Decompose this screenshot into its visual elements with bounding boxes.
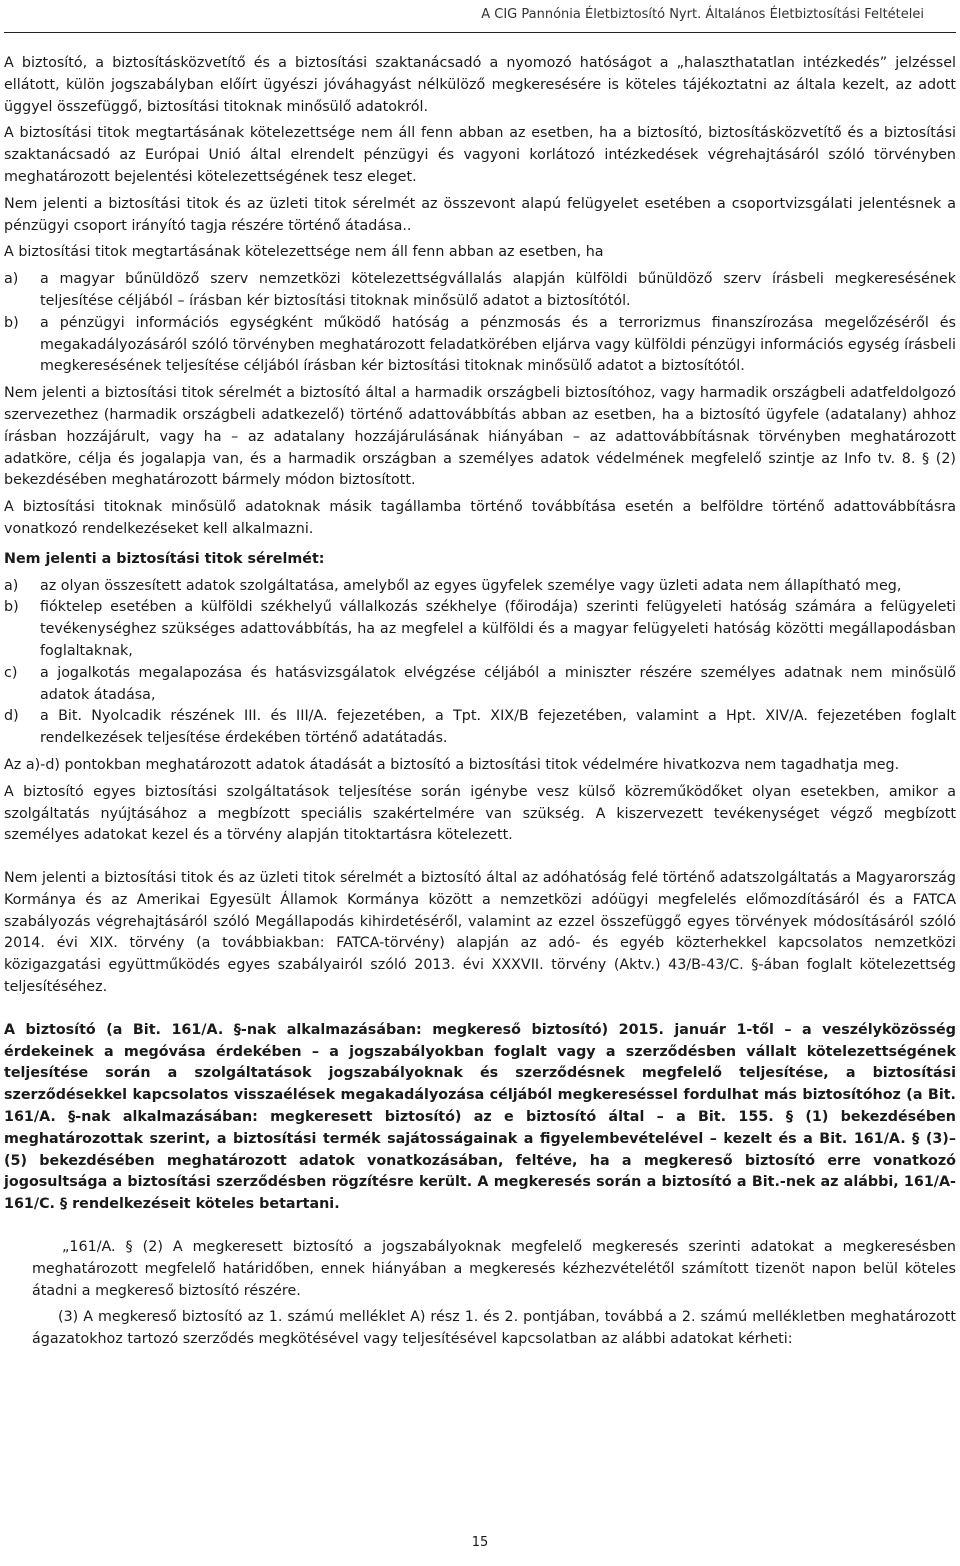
list-item xyxy=(4,576,956,598)
paragraph-refusal: Az a)-d) pontokban meghatározott adatok átadását a biztosító a biztosítási titok védelmére hivatkozva nem tagadhatja meg. xyxy=(4,756,900,773)
list-marker: b) xyxy=(4,599,19,616)
list-marker: c) xyxy=(4,664,18,681)
paragraph-inquiry-rules: A biztosító (a Bit. 161/A. §-nak alkalmazásában: megkereső biztosító) 2015. január 1-től – a veszélyközösség érdekeinek a megóvása érdekében – a jogszabályokban foglalt vagy a szerződésben vállalt kötelezettségének teljesítése során a szolgáltatások jogszabályoknak és szerződésnek megfelelő teljesítése, a biztosítási szerződésekkel kapcsolatos visszaélések megakadályozása céljából megkereséssel fordulhat más biztosítóhoz (a Bit. 161/A. §-nak alkalmazásában: megkeresett biztosító) az e biztosító által – a Bit. 155. § (1) bekezdésében meghatározottak szerint, a biztosítási termék sajátosságainak a figyelembevételével – kezelt és a Bit. 161/A. § (3)–(5) bekezdésében meghatározott adatok vonatkozásában, feltéve, ha a megkereső biztosító erre vonatkozó jogosultsága a biztosítási szerződésben rögzítésre került. A megkeresés során a biztosító a Bit.-nek az alábbi, 161/A-161/C. § rendelkezéseit köteles betartani. xyxy=(4,1021,956,1213)
list-item xyxy=(4,313,956,378)
list-item xyxy=(4,269,956,313)
quote-paragraph-3: (3) A megkereső biztosító az 1. számú melléklet A) rész 1. és 2. pontjában, továbbá a 2. számú mellékletben meghatározott ágazatokhoz tartozó szerződés megkötésével vagy teljesítésével kapcsolatban az alábbi adatokat kérheti: xyxy=(32,1309,956,1348)
list-item-text: a Bit. Nyolcadik részének III. és III/A. fejezetében, a Tpt. XIX/B fejezetében, valamint a Hpt. XIV/A. fejezetében foglalt rendelkezések teljesítése érdekében történő adatátadás. xyxy=(40,708,956,747)
paragraph-outsourcing: A biztosító egyes biztosítási szolgáltatások teljesítése során igénybe vesz külső közreműködőket olyan esetekben, amikor a szolgáltatás nyújtásához a megbízott speciális szakértelmére van szükség. A kiszervezett tevékenységet végző megbízott személyes adatokat kezel és a törvény alapján titoktartásra kötelezett. xyxy=(4,783,956,844)
list-item xyxy=(4,706,956,750)
running-header: A CIG Pannónia Életbiztosító Nyrt. Általános Életbiztosítási Feltételei xyxy=(4,0,956,33)
page-number: 15 xyxy=(471,1535,489,1551)
list-item-text: a jogalkotás megalapozása és hatásvizsgálatok elvégzése céljából a miniszter részére személyes adatnak nem minősülő adatok átadása, xyxy=(40,664,956,703)
list-marker: a) xyxy=(4,271,19,288)
no-breach-list xyxy=(4,576,956,750)
section-heading: Nem jelenti a biztosítási titok sérelmét: xyxy=(4,550,325,567)
list-marker: a) xyxy=(4,577,19,594)
paragraph-member-state-transfer: A biztosítási titoknak minősülő adatoknak másik tagállamba történő továbbítása esetén a belföldre történő adattovábbításra vonatkozó rendelkezéseket kell alkalmazni. xyxy=(4,499,956,537)
list-item xyxy=(4,663,956,707)
list-marker: d) xyxy=(4,708,19,725)
list-item-text: az olyan összesített adatok szolgáltatása, amelyből az egyes ügyfelek személye vagy üzleti adata nem állapítható meg, xyxy=(40,577,902,594)
quote-paragraph-2: „161/A. § (2) A megkeresett biztosító a jogszabályoknak megfelelő megkeresés szerinti adatokat a megkeresésben meghatározott megfelelő határidőben, ennek hiányában a megkeresés kézhezvételétől számított tizenöt napon belül köteles átadni a megkereső biztosító részére. xyxy=(32,1239,956,1299)
list-item-text: fióktelep esetében a külföldi székhelyű vállalkozás székhelye (főirodája) szerinti felügyeleti hatóság számára a felügyeleti tevékenységhez szükséges adattovábbítás, ha az megfelel a külföldi és a magyar felügyeleti hatóság közötti megállapodásban foglaltaknak, xyxy=(40,599,956,659)
quoted-law-text xyxy=(4,1237,956,1351)
paragraph-third-country-transfer: Nem jelenti a biztosítási titok sérelmét a biztosító által a harmadik országbeli biztosítóhoz, vagy harmadik országbeli adatfeldolgozó szervezethez (harmadik országbeli adatkezelő) történő adattovábbítás abban az esetben, ha a biztosító ügyfele (adatalany) ahhoz írásban hozzájárult, vagy ha – az adatalany hozzájárulásának hiányában – az adattovábbításnak törvényben meghatározott adatköre, célja és jogalapja van, és a harmadik országban a személyes adatok védelmének megfelelő szintje az Info tv. 8. § (2) bekezdésében meghatározott bármely módon biztosított. xyxy=(4,385,956,489)
document-body xyxy=(4,33,956,1351)
paragraph-secrecy-exceptions-intro: A biztosítási titok megtartásának kötelezettsége nem áll fenn abban az esetben, ha xyxy=(4,244,604,261)
paragraph-eu-sanctions: A biztosítási titok megtartásának kötelezettsége nem áll fenn abban az esetben, ha a biztosító, biztosításközvetítő és a biztosítási szaktanácsadó az Európai Unió által elrendelt pénzügyi és vagyoni korlátozó intézkedések végrehajtásáról szóló törvényben meghatározott bejelentési kötelezettségének tesz eleget. xyxy=(4,125,956,185)
secrecy-exceptions-list xyxy=(4,269,956,378)
list-item xyxy=(4,597,956,662)
list-item-text: a pénzügyi információs egységként működő hatóság a pénzmosás és a terrorizmus finanszírozása megelőzéséről és megakadályozásáról szóló törvényben meghatározott feladatkörében eljárva vagy külföldi pénzügyi információs egység írásbeli megkeresésének teljesítése céljából írásban kér biztosítási titoknak minősülő adatot a biztosítótól. xyxy=(40,314,956,375)
paragraph-consolidated-supervision: Nem jelenti a biztosítási titok és az üzleti titok sérelmét az összevont alapú felügyelet esetében a csoportvizsgálati jelentésnek a pénzügyi csoport irányító tagja részére történő átadása.. xyxy=(4,195,956,234)
paragraph-fatca: Nem jelenti a biztosítási titok és az üzleti titok sérelmét a biztosító által az adóhatóság felé történő adatszolgáltatás a Magyarország Kormánya és az Amerikai Egyesült Államok Kormánya között a nemzetközi adóügyi megfelelés előmozdításáról és a FATCA szabályozás végrehajtásáról szóló Megállapodás kihirdetéséről, valamint az ezzel összefüggő egyes törvények módosításáról szóló 2014. évi XIX. törvény (a továbbiakban: FATCA-törvény) alapján az adó- és egyéb közterhekkel kapcsolatos nemzetközi közigazgatási együttműködés egyes szabályairól szóló 2013. évi XXXVII. törvény (Aktv.) 43/B-43/C. §-ában foglalt kötelezettség teljesítéséhez. xyxy=(4,870,956,996)
list-item-text: a magyar bűnüldöző szerv nemzetközi kötelezettségvállalás alapján külföldi bűnüldöző szerv írásbeli megkeresésének teljesítése céljából – írásban kér biztosítási titoknak minősülő adatot a biztosítótól. xyxy=(40,271,956,309)
list-marker: b) xyxy=(4,314,19,331)
paragraph-investigative-authority: A biztosító, a biztosításközvetítő és a biztosítási szaktanácsadó a nyomozó hatóságot a „halaszthatatlan intézkedés” jelzéssel ellátott, külön jogszabályban előírt ügyészi jóváhagyást nélkülöző megkeresésére is köteles tájékoztatni az általa kezelt, az adott üggyel összefüggő, biztosítási titoknak minősülő adatokról. xyxy=(4,55,956,115)
